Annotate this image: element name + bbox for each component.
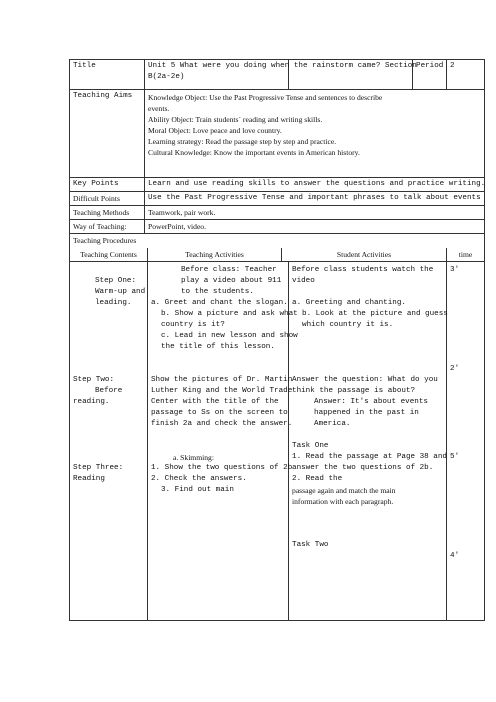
difficult-points-value: Use the Past Progressive Tense and important phrases to talk about events [145, 192, 485, 206]
procedures-label: Teaching Procedures [70, 234, 485, 248]
difficult-points-label: Difficult Points [70, 192, 145, 206]
key-points-row [70, 178, 485, 192]
way-value: PowerPoint, video. [145, 220, 485, 234]
header-time: time [447, 248, 485, 262]
methods-value: Teamwork, pair work. [145, 206, 485, 220]
difficult-points-row [70, 192, 485, 206]
contents-cell: Step One: Warm-up and leading. Step Two: Before reading. Step Three: Reading [70, 261, 148, 620]
header-contents: Teaching Contents [70, 248, 148, 262]
title-value: Unit 5 What were you doing when the rainstorm came? Section B(2a-2e) [145, 60, 289, 90]
procedures-header-row [70, 248, 485, 262]
teacher-activities-cell: Before class: Teacher play a video about 911 to the students. a. Greet and chant the slogan. b. Show a picture and ask what country is it? c. Lead in new lesson and show the title of this lesson. Show the pictures of Dr. Martin Luther King and the World Trade Center with the title of the passage to Ss on the screen to finish 2a and check the answer. a. Skimming: 1. Show the two questions of 2b 2. Check the answers. 3. Find out main [148, 261, 289, 620]
period-value: 2 [447, 60, 485, 90]
aims-label: Teaching Aims [70, 90, 145, 178]
time-cell: 3' 2' 5' 4' [447, 261, 485, 620]
way-row [70, 220, 485, 234]
procedures-row [70, 234, 485, 248]
aims-row [70, 90, 485, 178]
way-label: Way of Teaching: [70, 220, 145, 234]
lesson-plan-table [69, 59, 485, 621]
title-row [70, 60, 485, 90]
period-label: Period [413, 60, 447, 90]
key-points-value: Learn and use reading skills to answer the questions and practice writing. [145, 178, 485, 192]
header-activities: Teaching Activities [148, 248, 282, 262]
methods-row [70, 206, 485, 220]
methods-label: Teaching Methods [70, 206, 145, 220]
title-label: Title [70, 60, 145, 90]
key-points-label: Key Points [70, 178, 145, 192]
header-student: Student Activities [282, 248, 447, 262]
aims-value: Knowledge Object: Use the Past Progressive Tense and sentences to describe events. Ability Object: Train students` reading and writing skills. Moral Object: Love peace and love country. Learning strategy: Read the passage step by step and practice. Cultural Knowledge: Know the important events in American history. [145, 90, 485, 178]
student-activities-cell: Before class students watch the video a. Greeting and chanting. b. Look at the picture and guess which country it is. Answer the question: What do you think the passage is about? Answer: It's about events happened in the past in America. Task One 1. Read the passage at Page 38 and answer the two questions of 2b. 2. Read the passage again and match the main information with each paragraph. Task Two [289, 261, 447, 620]
procedures-body-row [70, 261, 485, 620]
